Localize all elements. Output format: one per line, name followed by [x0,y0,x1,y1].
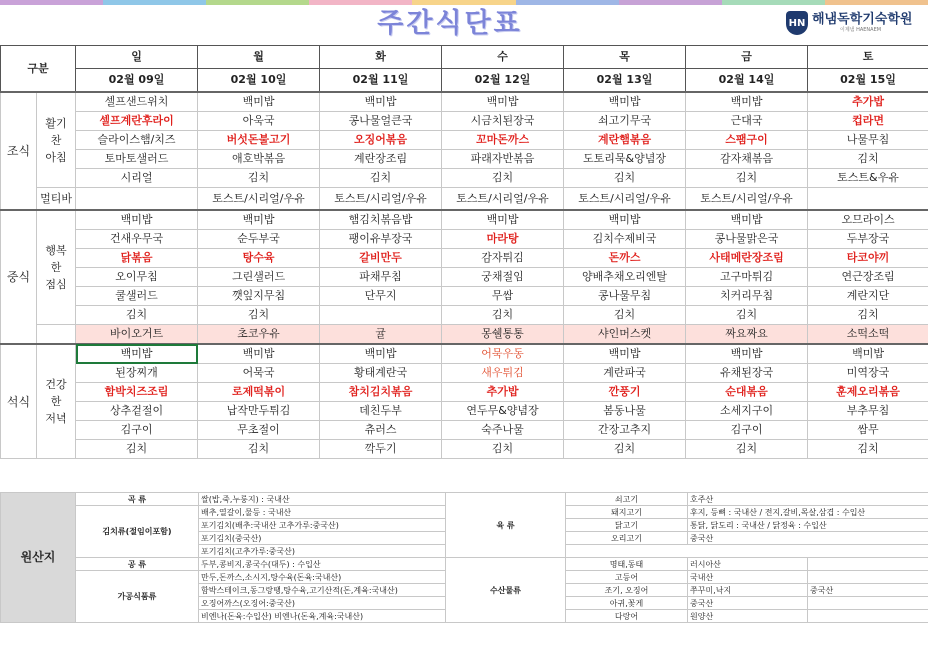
stripe-segment [206,0,309,5]
menu-item: 마라탕 [442,230,564,249]
menu-item: 김치수제비국 [564,230,686,249]
origin-meat-origin: 호주산 [688,493,928,506]
menu-item: 쌈무 [808,421,928,440]
menu-item: 백미밥 [564,344,686,364]
origin-category: 김치류(절임이포함) [76,506,199,558]
menu-item: 셀프샌드위치 [76,92,198,112]
menu-item: 팽이유부장국 [320,230,442,249]
menu-item: 백미밥 [808,344,928,364]
date-header: 02월 14일 [686,69,808,93]
menu-item: 탕수육 [198,249,320,268]
menu-item: 시리얼 [76,169,198,188]
menu-item: 두부장국 [808,230,928,249]
day-header: 토 [808,46,928,69]
breakfast-label: 조식 [1,92,37,210]
menu-item: 감자튀김 [442,249,564,268]
day-header: 목 [564,46,686,69]
origin-item: 함박스테이크,동그랑땡,탕수육,고기산적(돈,계육:국내산) [199,584,446,597]
menu-item: 백미밥 [198,344,320,364]
menu-item: 슬라이스햄/치즈 [76,131,198,150]
menu-item: 로제떡볶이 [198,383,320,402]
menu-item: 아욱국 [198,112,320,131]
origin-fish-origin: 중국산 [688,597,808,610]
menu-item: 단무지 [320,287,442,306]
menu-item: 참치김치볶음 [320,383,442,402]
menu-item: 백미밥 [320,92,442,112]
origin-meat-type: 돼지고기 [566,506,688,519]
origin-category: 가공식품류 [76,571,199,623]
origin-item: 비엔나(돈육:수입산) 비엔나(돈육,계육:국내산) [199,610,446,623]
menu-item: 미역장국 [808,364,928,383]
multibar-item: 토스트/시리얼/우유 [198,188,320,211]
multibar-item: 토스트/시리얼/우유 [320,188,442,211]
stripe-segment [412,0,515,5]
origin-fish-origin: 원양산 [688,610,808,623]
multibar-item [808,188,928,211]
menu-item: 궁채절임 [442,268,564,287]
menu-item: 깻잎지무침 [198,287,320,306]
stripe-segment [825,0,928,5]
origin-fish-origin [808,597,928,610]
date-header: 02월 11일 [320,69,442,93]
origin-meat-origin: 통닭, 닭도리 : 국내산 / 닭정육 : 수입산 [688,519,928,532]
menu-item: 감자채볶음 [686,150,808,169]
multibar-item: 토스트/시리얼/우유 [564,188,686,211]
menu-item: 양배추채오리엔탈 [564,268,686,287]
menu-item: 황태계란국 [320,364,442,383]
date-header: 02월 12일 [442,69,564,93]
menu-item: 부추무침 [808,402,928,421]
menu-item: 데친두부 [320,402,442,421]
menu-item: 계란파국 [564,364,686,383]
stripe-segment [309,0,412,5]
menu-item: 백미밥 [564,210,686,230]
origin-fish-type: 아귀,꽃게 [566,597,688,610]
menu-item: 시금치된장국 [442,112,564,131]
menu-item: 백미밥 [564,92,686,112]
menu-item: 김치 [76,306,198,325]
stripe-segment [619,0,722,5]
menu-item [320,306,442,325]
menu-item: 타코야끼 [808,249,928,268]
menu-item: 깍두기 [320,440,442,459]
menu-item: 백미밥 [442,210,564,230]
multibar-label: 멀티바 [37,188,76,211]
menu-item: 새우튀김 [442,364,564,383]
dessert-item: 샤인머스켓 [564,325,686,345]
stripe-segment [0,0,103,5]
menu-item: 숙주나물 [442,421,564,440]
origin-empty [566,545,928,558]
origin-fish-origin: 쭈꾸미,낙지 [688,584,808,597]
menu-item: 치커리무침 [686,287,808,306]
menu-item: 계란지단 [808,287,928,306]
dessert-item: 소떡소떡 [808,325,928,345]
menu-item: 콩나물얼큰국 [320,112,442,131]
menu-item: 김치 [198,306,320,325]
menu-item: 추가밥 [442,383,564,402]
weekly-menu-table [0,45,928,459]
menu-item: 고구마튀김 [686,268,808,287]
menu-item: 츄러스 [320,421,442,440]
menu-item: 꼬마돈까스 [442,131,564,150]
menu-item: 김치 [808,306,928,325]
dessert-item: 바이오거트 [76,325,198,345]
menu-item: 납작만두튀김 [198,402,320,421]
menu-item: 파래자반볶음 [442,150,564,169]
date-header: 02월 15일 [808,69,928,93]
origin-item: 두부,콩비지,콩국수(대두) : 수입산 [199,558,446,571]
menu-item: 깐풍기 [564,383,686,402]
dessert-item: 귤 [320,325,442,345]
dessert-item: 초코우유 [198,325,320,345]
gubun-header: 구분 [1,46,76,93]
menu-item: 돈까스 [564,249,686,268]
origin-table [0,492,928,623]
multibar-item: 토스트/시리얼/우유 [686,188,808,211]
menu-item: 백미밥 [320,344,442,364]
date-header: 02월 10일 [198,69,320,93]
menu-item: 어묵우동 [442,344,564,364]
menu-item: 순대볶음 [686,383,808,402]
menu-item: 애호박볶음 [198,150,320,169]
menu-item: 무초절이 [198,421,320,440]
origin-meat-type: 쇠고기 [566,493,688,506]
menu-item: 계란장조림 [320,150,442,169]
menu-item: 컵라면 [808,112,928,131]
date-header: 02월 13일 [564,69,686,93]
menu-item: 함박치즈조림 [76,383,198,402]
menu-item: 쇠고기무국 [564,112,686,131]
multibar-item [76,188,198,211]
origin-item: 배추,열갈이,물등 : 국내산 [199,506,446,519]
menu-item: 김치 [198,169,320,188]
menu-item: 순두부국 [198,230,320,249]
menu-item: 김구이 [76,421,198,440]
origin-fish-origin [808,571,928,584]
menu-item: 오징어볶음 [320,131,442,150]
origin-category: 육 류 [446,493,566,558]
day-header: 수 [442,46,564,69]
menu-item: 백미밥 [76,344,198,364]
menu-item: 된장찌개 [76,364,198,383]
menu-item: 소세지구이 [686,402,808,421]
menu-item: 김치 [686,440,808,459]
origin-fish-type: 조기, 오징어 [566,584,688,597]
dessert-sublabel-blank [37,325,76,345]
menu-item: 김치 [564,306,686,325]
stripe-segment [103,0,206,5]
menu-item: 백미밥 [198,92,320,112]
origin-meat-origin: 중국산 [688,532,928,545]
logo-name: 해냄독학기숙학원 [812,11,913,27]
menu-item: 나물무침 [808,131,928,150]
menu-item: 콩나물무침 [564,287,686,306]
origin-fish-origin [808,610,928,623]
menu-item: 김치 [564,169,686,188]
menu-item: 김치 [76,440,198,459]
menu-item: 어묵국 [198,364,320,383]
menu-item: 스팸구이 [686,131,808,150]
menu-item: 햄김치볶음밥 [320,210,442,230]
color-stripe [0,0,928,5]
menu-item: 버섯돈불고기 [198,131,320,150]
menu-item: 건새우무국 [76,230,198,249]
dessert-item: 짜요짜요 [686,325,808,345]
menu-item: 김치 [808,150,928,169]
origin-fish-origin: 러시아산 [688,558,808,571]
logo-badge-icon: HN [786,11,808,35]
menu-item: 백미밥 [686,344,808,364]
menu-item: 연두무&양념장 [442,402,564,421]
logo-sub: 이제냄 HAENAEM [840,26,882,33]
menu-item: 연근장조림 [808,268,928,287]
day-header: 월 [198,46,320,69]
menu-item: 김치 [442,169,564,188]
origin-fish-type: 명태,동태 [566,558,688,571]
menu-item: 백미밥 [686,210,808,230]
menu-item: 김치 [320,169,442,188]
origin-fish-origin [808,558,928,571]
origin-meat-type: 닭고기 [566,519,688,532]
dinner-label: 석식 [1,344,37,459]
lunch-sublabel: 행복 한 점심 [37,210,76,325]
origin-item: 만두,돈까스,소시지,탕수육(돈육:국내산) [199,571,446,584]
multibar-item: 토스트/시리얼/우유 [442,188,564,211]
origin-fish-origin: 중국산 [808,584,928,597]
date-header: 02월 09일 [76,69,198,93]
menu-item: 김치 [686,169,808,188]
menu-item: 도토리묵&양념장 [564,150,686,169]
origin-category: 공 류 [76,558,199,571]
lunch-label: 중식 [1,210,37,344]
origin-meat-type: 오리고기 [566,532,688,545]
menu-item: 사태메란장조림 [686,249,808,268]
menu-item: 쿨샐러드 [76,287,198,306]
origin-fish-origin: 국내산 [688,571,808,584]
menu-item: 김구이 [686,421,808,440]
origin-item: 오징어까스(오징어:중국산) [199,597,446,610]
menu-item: 닭볶음 [76,249,198,268]
day-header: 화 [320,46,442,69]
menu-item: 백미밥 [686,92,808,112]
logo [786,10,912,36]
menu-item: 김치 [808,440,928,459]
origin-category: 곡 류 [76,493,199,506]
origin-meat-origin: 후지, 등뼈 : 국내산 / 전지,갈비,목살,삼겹 : 수입산 [688,506,928,519]
dinner-sublabel: 건강 한 저녁 [37,344,76,459]
menu-item: 간장고추지 [564,421,686,440]
origin-category: 수산물류 [446,558,566,623]
menu-item: 근대국 [686,112,808,131]
menu-item: 김치 [442,440,564,459]
menu-item: 백미밥 [76,210,198,230]
origin-item: 쌀(밥,죽,누룽지) : 국내산 [199,493,446,506]
menu-item: 추가밥 [808,92,928,112]
menu-item: 파채무침 [320,268,442,287]
menu-item: 백미밥 [442,92,564,112]
page-title: 주간식단표 [377,8,523,39]
menu-item: 셀프계란후라이 [76,112,198,131]
day-header: 금 [686,46,808,69]
menu-item: 토스트&우유 [808,169,928,188]
origin-fish-type: 고등어 [566,571,688,584]
menu-item: 그린샐러드 [198,268,320,287]
menu-item: 오므라이스 [808,210,928,230]
menu-item: 백미밥 [198,210,320,230]
menu-item: 토마토샐러드 [76,150,198,169]
menu-item: 훈제오리볶음 [808,383,928,402]
origin-item: 포기김치(배추:국내산 고추가루:중국산) [199,519,446,532]
menu-item: 오이무침 [76,268,198,287]
menu-item: 김치 [564,440,686,459]
origin-item: 포기김치(중국산) [199,532,446,545]
menu-item: 무쌈 [442,287,564,306]
stripe-segment [516,0,619,5]
dessert-item: 몽쉘통통 [442,325,564,345]
menu-item: 갈비만두 [320,249,442,268]
menu-item: 김치 [686,306,808,325]
day-header: 일 [76,46,198,69]
stripe-segment [722,0,825,5]
menu-item: 봄동나물 [564,402,686,421]
menu-item: 유채된장국 [686,364,808,383]
menu-item: 김치 [198,440,320,459]
origin-title: 원산지 [1,493,76,623]
menu-item: 김치 [442,306,564,325]
origin-fish-type: 다랑어 [566,610,688,623]
origin-item: 포기김치(고추가루:중국산) [199,545,446,558]
breakfast-sublabel: 활기 찬 아침 [37,92,76,188]
menu-item: 계란햄볶음 [564,131,686,150]
menu-item: 콩나물맑은국 [686,230,808,249]
menu-item: 상추겉절이 [76,402,198,421]
